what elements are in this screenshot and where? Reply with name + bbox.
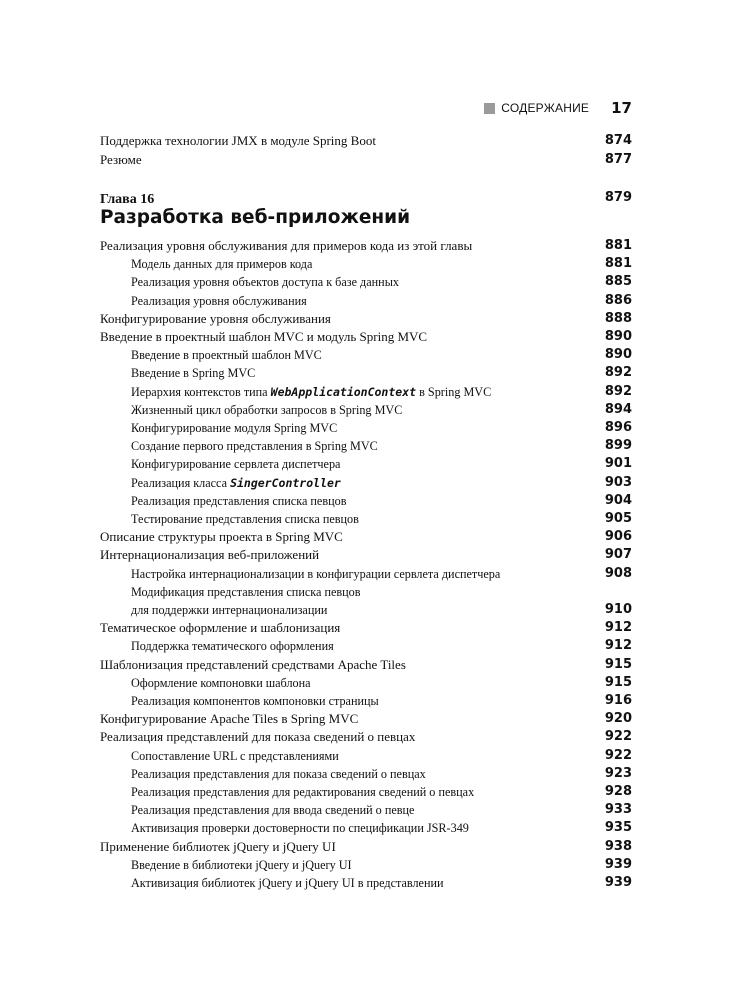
toc-entry-page: 923 xyxy=(604,765,632,781)
toc-entry-title: для поддержки интернационализации xyxy=(131,603,328,617)
toc-entry xyxy=(100,292,632,310)
toc-entry xyxy=(100,728,632,746)
toc-entry-page: 915 xyxy=(604,674,632,690)
toc-entry-page: 939 xyxy=(604,856,632,872)
toc-entry-title: Сопоставление URL с представлениями xyxy=(131,748,339,763)
toc-entry-page: 912 xyxy=(604,620,632,636)
toc-entry-page: 890 xyxy=(604,347,632,363)
toc-entry-page: 933 xyxy=(604,802,632,818)
toc-entry xyxy=(100,474,632,492)
toc-entry-page: 877 xyxy=(604,152,632,167)
toc-entry-title: Конфигурирование модуля Spring MVC xyxy=(131,421,338,435)
chapter-page: 879 xyxy=(604,190,632,205)
header-page-number: 17 xyxy=(611,99,632,117)
toc-entry-code-name: WebApplicationContext xyxy=(270,384,417,399)
toc-entry-title: Реализация уровня обслуживания xyxy=(131,293,307,308)
chapter-title: Разработка веб-приложений xyxy=(100,207,411,228)
toc-entry-title: Тестирование представления списка певцов xyxy=(131,512,359,526)
toc-entry-title: Реализация компонентов компоновки страницы xyxy=(131,694,379,708)
toc-entry-title: Реализация представлений для показа сведений о певцах xyxy=(100,729,416,745)
toc-entry-title: Реализация представления списка певцов xyxy=(131,493,347,508)
toc-entry-title xyxy=(131,383,491,401)
toc-entry-code-name: SingerController xyxy=(230,475,341,490)
toc-entry xyxy=(100,747,632,765)
toc-entry xyxy=(100,710,632,728)
toc-entry xyxy=(100,273,632,291)
toc-entry xyxy=(100,401,632,419)
toc-entry-title: Применение библиотек jQuery и jQuery UI xyxy=(100,838,336,854)
toc-entry-page: 915 xyxy=(604,656,632,672)
toc-entry-page: 907 xyxy=(604,547,632,563)
toc-entry-page: 901 xyxy=(604,456,632,472)
toc-entry-page: 904 xyxy=(604,492,632,508)
toc-entry-title: Интернационализация веб-приложений xyxy=(100,547,320,563)
toc-entry-page: 885 xyxy=(604,274,632,290)
toc-entry xyxy=(100,346,632,364)
toc-entry-page: 892 xyxy=(604,383,632,399)
toc-entry xyxy=(100,237,632,255)
toc-entry xyxy=(100,583,632,601)
toc-entry-page: 935 xyxy=(604,820,632,836)
toc-entry-title: Активизация проверки достоверности по спецификации JSR-349 xyxy=(131,821,469,836)
toc-entry xyxy=(100,364,632,382)
toc-entry-page: 881 xyxy=(604,238,632,253)
toc-entry-title: Конфигурирование сервлета диспетчера xyxy=(131,457,341,472)
toc-entry xyxy=(100,838,632,856)
toc-entry xyxy=(100,492,632,510)
toc-entry-page: 938 xyxy=(604,838,632,854)
toc-entry xyxy=(100,819,632,837)
toc-entry-title: Конфигурирование уровня обслуживания xyxy=(100,310,331,326)
toc-entry xyxy=(100,692,632,710)
toc-entry-page: 906 xyxy=(604,529,632,545)
toc-entry-title xyxy=(131,474,341,492)
toc-entry-title: Введение в библиотеки jQuery и jQuery UI xyxy=(131,857,352,872)
toc-entry xyxy=(100,419,632,437)
toc-entry-title: Реализация представления для показа сведений о певцах xyxy=(131,766,426,781)
toc-entry xyxy=(100,328,632,346)
toc-entry-page: 922 xyxy=(604,747,632,763)
toc-entry xyxy=(100,528,632,546)
toc-entry xyxy=(100,656,632,674)
toc-entry xyxy=(100,783,632,801)
toc-entry-title: Введение в проектный шаблон MVC и модуль Spring MVC xyxy=(100,329,428,344)
toc-entry-title: Модель данных для примеров кода xyxy=(131,257,313,272)
toc-entry-page: 928 xyxy=(604,784,632,799)
toc-entry-title: Реализация уровня объектов доступа к базе данных xyxy=(131,275,399,290)
toc-entry-title-text: в Spring MVC xyxy=(416,384,492,399)
toc-entry xyxy=(100,619,632,637)
toc-entry-page: 922 xyxy=(604,729,632,745)
toc-entry-title: Реализация представления для ввода сведений о певце xyxy=(131,803,415,818)
toc-entry xyxy=(100,546,632,564)
toc-entry-page: 905 xyxy=(604,511,632,526)
toc-entry xyxy=(100,565,632,583)
toc-entry-page: 912 xyxy=(604,638,632,654)
toc-entry-title: Введение в Spring MVC xyxy=(131,366,256,381)
toc-entry-title: Введение в проектный шаблон MVC xyxy=(131,348,322,363)
toc-entry xyxy=(100,383,632,401)
chapter-label: Глава 16 xyxy=(100,192,155,207)
toc-entry xyxy=(100,255,632,273)
toc-entry-title-text: Иерархия контекстов типа xyxy=(131,384,271,399)
running-header xyxy=(484,99,632,117)
toc-entry-page: 890 xyxy=(604,329,632,344)
toc-entry-title-text: Реализация класса xyxy=(131,475,231,490)
toc-entry-page: 939 xyxy=(604,875,632,890)
chapter-heading xyxy=(100,190,632,208)
toc-entry-title: Реализация уровня обслуживания для примеров кода из этой главы xyxy=(100,238,473,253)
toc-entry xyxy=(100,801,632,819)
toc-entry xyxy=(100,310,632,328)
toc-entry xyxy=(100,132,632,150)
toc-entry-page: 908 xyxy=(604,565,632,581)
toc-entry-title: Создание первого представления в Spring MVC xyxy=(131,439,378,454)
toc-entry xyxy=(100,151,632,169)
toc-entry-page: 894 xyxy=(604,401,632,417)
toc-entry-page: 899 xyxy=(604,438,632,454)
toc-entry-page: 874 xyxy=(604,133,632,148)
toc-entry-page: 916 xyxy=(604,693,632,708)
toc-entry-title: Поддержка технологии JMX в модуле Spring Boot xyxy=(100,133,376,148)
toc-entry xyxy=(100,510,632,528)
toc-entry xyxy=(100,856,632,874)
header-marker-square xyxy=(484,103,495,114)
toc-entry xyxy=(100,637,632,655)
toc-entry xyxy=(100,601,632,619)
toc-entry-title: Жизненный цикл обработки запросов в Spring MVC xyxy=(131,402,403,417)
header-section-title: СОДЕРЖАНИЕ xyxy=(501,101,590,115)
toc-entry-title: Активизация библиотек jQuery и jQuery UI в представлении xyxy=(131,876,444,890)
toc-entry xyxy=(100,674,632,692)
toc-entry-page: 896 xyxy=(604,420,632,435)
toc-entry-page: 886 xyxy=(604,292,632,308)
toc-entry-title: Настройка интернационализации в конфигурации сервлета диспетчера xyxy=(131,566,501,581)
toc-entry-page: 881 xyxy=(604,256,632,272)
toc-entry-title: Поддержка тематического оформления xyxy=(131,639,334,654)
toc-entry xyxy=(100,437,632,455)
toc-entry-title: Реализация представления для редактирования сведений о певцах xyxy=(131,785,475,799)
toc-entry-title: Модификация представления списка певцов xyxy=(131,584,361,599)
toc-entry xyxy=(100,874,632,892)
toc-entry-page: 888 xyxy=(604,310,632,326)
toc-entry xyxy=(100,765,632,783)
toc-entry xyxy=(100,455,632,473)
toc-entry-title: Тематическое оформление и шаблонизация xyxy=(100,620,341,636)
toc-entry-page: 920 xyxy=(604,711,632,727)
toc-entry-title: Резюме xyxy=(100,152,142,167)
toc-entry-title: Оформление компоновки шаблона xyxy=(131,675,311,690)
toc-entry-page: 903 xyxy=(604,474,632,490)
toc-entry-title: Шаблонизация представлений средствами Apache Tiles xyxy=(100,656,406,672)
toc-entry-page: 910 xyxy=(604,602,632,617)
toc-entry-page: 892 xyxy=(604,365,632,381)
toc-entry-title: Описание структуры проекта в Spring MVC xyxy=(100,529,343,545)
toc-entry-title: Конфигурирование Apache Tiles в Spring MVC xyxy=(100,711,359,727)
